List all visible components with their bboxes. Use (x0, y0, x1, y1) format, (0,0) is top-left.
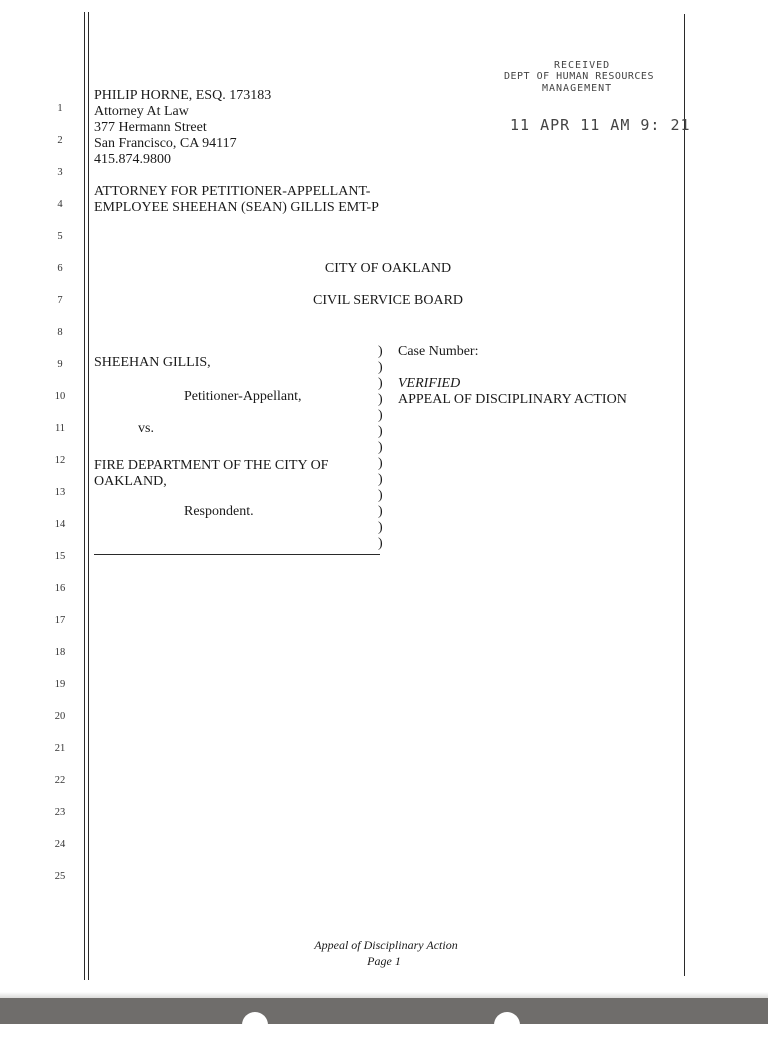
caption-paren: ) (378, 456, 383, 471)
line-number: 2 (57, 135, 63, 146)
court-name: CITY OF OAKLAND (324, 261, 452, 276)
line-number: 7 (57, 295, 63, 306)
line-number: 8 (57, 327, 63, 338)
caption-paren: ) (378, 488, 383, 503)
line-number: 23 (54, 807, 66, 818)
attorney-for-line2: EMPLOYEE SHEEHAN (SEAN) GILLIS EMT-P (94, 200, 379, 215)
line-number: 10 (54, 391, 66, 402)
line-number: 6 (57, 263, 63, 274)
line-number: 24 (54, 839, 66, 850)
versus: vs. (138, 421, 154, 436)
caption-paren: ) (378, 360, 383, 375)
line-number: 12 (54, 455, 66, 466)
line-number: 9 (57, 359, 63, 370)
attorney-name: PHILIP HORNE, ESQ. 173183 (94, 88, 272, 103)
line-number: 22 (54, 775, 66, 786)
caption-paren: ) (378, 472, 383, 487)
petitioner-name: SHEEHAN GILLIS, (94, 355, 211, 370)
left-margin-line-outer (84, 12, 85, 980)
stamp-date: 11 APR 11 AM 9: 21 (510, 116, 691, 134)
board-name: CIVIL SERVICE BOARD (312, 293, 464, 308)
line-number: 21 (54, 743, 66, 754)
caption-paren: ) (378, 520, 383, 535)
case-title: APPEAL OF DISCIPLINARY ACTION (398, 392, 627, 407)
respondent-name-line2: OAKLAND, (94, 474, 167, 489)
right-margin-line (684, 14, 685, 976)
line-number: 17 (54, 615, 66, 626)
left-margin-line-inner (88, 12, 89, 980)
caption-paren: ) (378, 536, 383, 551)
case-verified: VERIFIED (398, 376, 461, 391)
caption-paren: ) (378, 344, 383, 359)
line-number: 14 (54, 519, 66, 530)
caption-paren: ) (378, 440, 383, 455)
line-number: 15 (54, 551, 66, 562)
caption-paren: ) (378, 392, 383, 407)
attorney-for-line1: ATTORNEY FOR PETITIONER-APPELLANT- (94, 184, 371, 199)
line-number: 1 (57, 103, 63, 114)
attorney-title: Attorney At Law (94, 104, 189, 119)
stamp-received: RECEIVED (554, 60, 611, 71)
caption-underline (94, 554, 380, 555)
attorney-street: 377 Hermann Street (94, 120, 207, 135)
stamp-department: DEPT OF HUMAN RESOURCES (504, 71, 654, 82)
line-number: 5 (57, 231, 63, 242)
respondent-name-line1: FIRE DEPARTMENT OF THE CITY OF (94, 458, 329, 473)
caption-paren: ) (378, 504, 383, 519)
footer-page: Page 1 (367, 954, 401, 968)
line-number: 20 (54, 711, 66, 722)
attorney-phone: 415.874.9800 (94, 152, 171, 167)
caption-paren: ) (378, 408, 383, 423)
caption-paren: ) (378, 424, 383, 439)
line-number: 13 (54, 487, 66, 498)
line-number: 25 (54, 871, 66, 882)
punch-hole-left (242, 1012, 268, 1038)
case-number-label: Case Number: (398, 344, 479, 359)
respondent-role: Respondent. (184, 504, 254, 519)
scan-background-strip (0, 998, 768, 1024)
line-number: 11 (54, 423, 66, 434)
line-number: 3 (57, 167, 63, 178)
line-number: 16 (54, 583, 66, 594)
line-number: 18 (54, 647, 66, 658)
petitioner-role: Petitioner-Appellant, (184, 389, 302, 404)
line-number: 4 (57, 199, 63, 210)
footer-title: Appeal of Disciplinary Action (314, 938, 458, 952)
caption-paren: ) (378, 376, 383, 391)
line-number: 19 (54, 679, 66, 690)
stamp-management: MANAGEMENT (542, 83, 613, 94)
attorney-city: San Francisco, CA 94117 (94, 136, 237, 151)
punch-hole-right (494, 1012, 520, 1038)
